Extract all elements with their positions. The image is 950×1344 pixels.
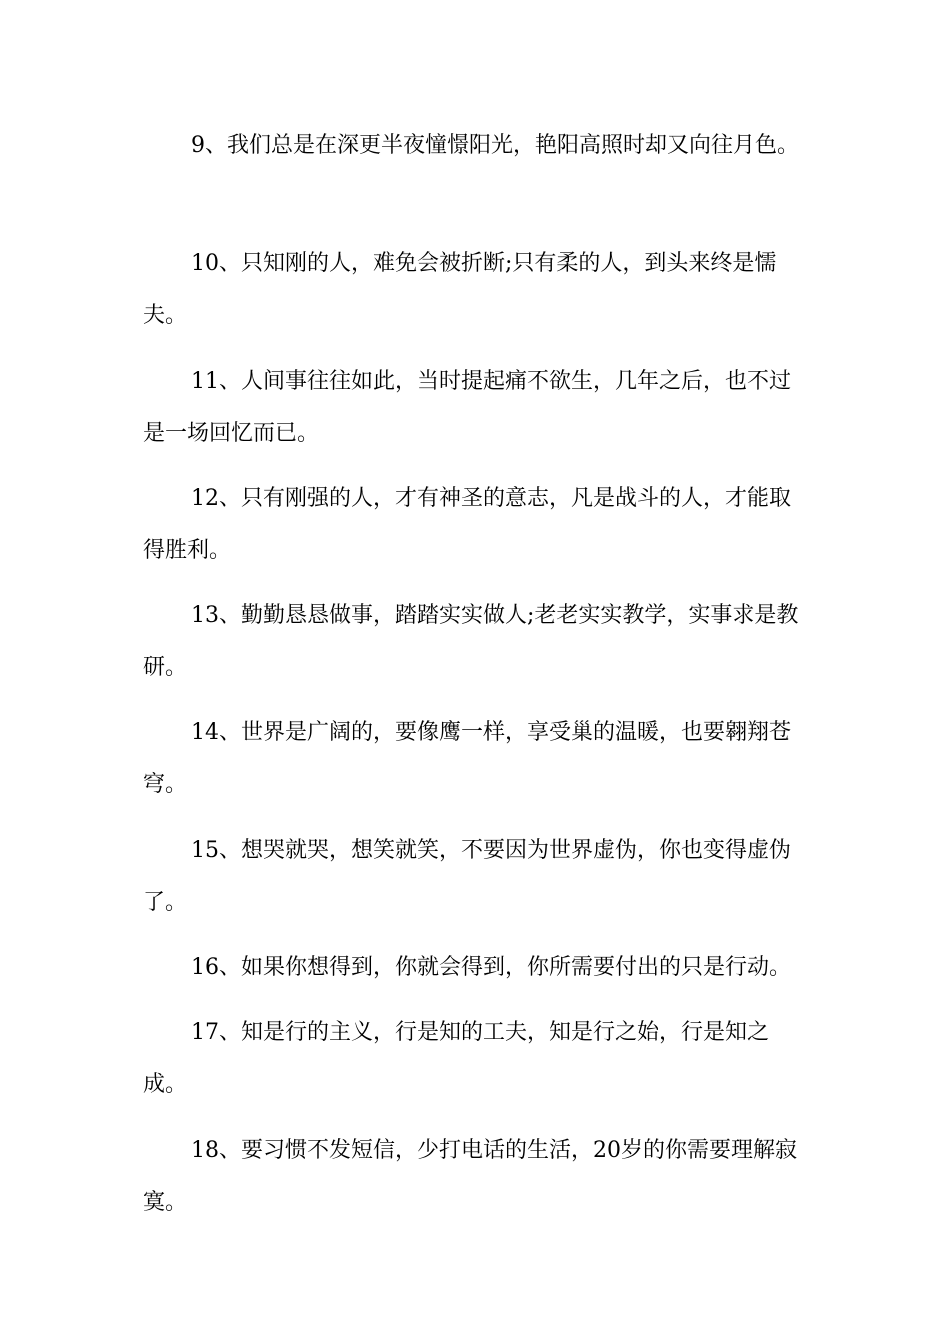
paragraph-item-11: 11、人间事往往如此，当时提起痛不欲生，几年之后，也不过是一场回忆而已。 — [143, 369, 791, 446]
paragraph-item-18: 18、要习惯不发短信，少打电话的生活，20岁的你需要理解寂寞。 — [143, 1138, 797, 1215]
paragraph-item-12: 12、只有刚强的人，才有神圣的意志，凡是战斗的人，才能取得胜利。 — [143, 486, 791, 563]
paragraph-item-14: 14、世界是广阔的，要像鹰一样，享受巢的温暖，也要翱翔苍穹。 — [143, 720, 791, 797]
paragraph-item-13: 13、勤勤恳恳做事，踏踏实实做人;老老实实教学，实事求是教研。 — [143, 603, 799, 680]
paragraph-item-9: 9、我们总是在深更半夜憧憬阳光，艳阳高照时却又向往月色。 — [191, 133, 799, 158]
paragraph-item-15: 15、想哭就哭，想笑就笑，不要因为世界虚伪，你也变得虚伪了。 — [143, 838, 791, 915]
paragraph-item-10: 10、只知刚的人，难免会被折断;只有柔的人，到头来终是懦夫。 — [143, 251, 777, 328]
paragraph-item-16: 16、如果你想得到，你就会得到，你所需要付出的只是行动。 — [191, 955, 791, 980]
paragraph-item-17: 17、知是行的主义，行是知的工夫，知是行之始，行是知之成。 — [143, 1020, 769, 1097]
